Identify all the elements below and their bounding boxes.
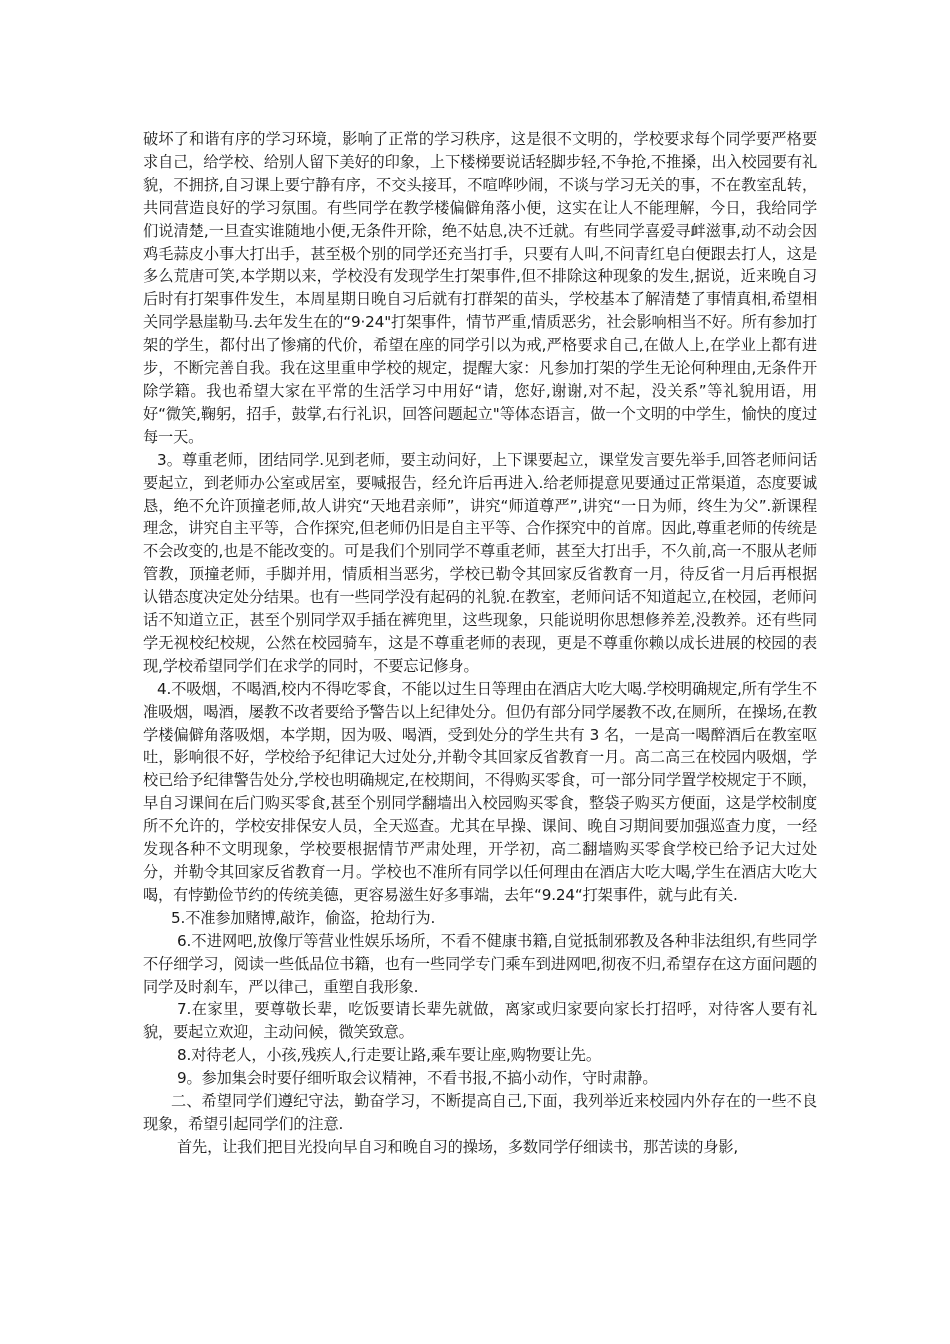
document-body (143, 128, 817, 1159)
paragraph-item-6: 6.不进网吧,放像厅等营业性娱乐场所，不看不健康书籍,自觉抵制邪教及各种非法组织,有些同学不仔细学习，阅读一些低品位书籍，也有一些同学专门乘车到进网吧,彻夜不归,希望存在这方面问题的同学及时刹车，严以律己，重塑自我形象. (143, 931, 817, 996)
paragraph-item-9: 9。参加集会时要仔细听取会议精神，不看书报,不搞小动作，守时肃静。 (177, 1069, 658, 1088)
paragraph-item-4: 4.不吸烟，不喝酒,校内不得吃零食，不能以过生日等理由在酒店大吃大喝.学校明确规定,所有学生不准吸烟，喝酒，屡教不改者要给予警告以上纪律处分。但仍有部分同学屡教不改,在厕所，在操场,在教学楼偏僻角落吸烟，本学期，因为吸、喝酒，受到处分的学生共有 3 名，一是高一喝醉酒后在教室呕吐，影响很不好，学校给予纪律记大过处分,并勒令其回家反省教育一月。高二高三在校园内吸烟，学校已给予纪律警告处分,学校也明确规定,在校期间，不得购买零食，可一部分同学置学校规定于不顾，早自习课间在后门购买零食,甚至个别同学翻墙出入校园购买零食，整袋子购买方便面，这是学校制度所不允许的，学校安排保安人员，全天巡查。尤其在早操、课间、晚自习期间要加强巡查力度，一经发现各种不文明现象，学校要根据情节严肃处理，开学初，高二翻墙购买零食学校已给予记大过处分，并勒令其回家反省教育一月。学校也不准所有同学以任何理由在酒店大吃大喝,学生在酒店大吃大喝，有悖勤俭节约的传统美德，更容易滋生好多事端，去年“9.24“打架事件，就与此有关. (143, 679, 817, 904)
paragraph-section-2: 二、希望同学们遵纪守法，勤奋学习，不断提高自己,下面，我列举近来校园内外存在的一些不良现象，希望引起同学们的注意. (143, 1092, 817, 1133)
paragraph-item-7: 7.在家里，要尊敬长辈，吃饭要请长辈先就做，离家或归家要向家长打招呼，对待客人要有礼貌，要起立欢迎，主动问候，微笑致意。 (143, 1000, 817, 1042)
paragraph-first: 首先，让我们把目光投向早自习和晚自习的操场，多数同学仔细读书，那苦读的身影, (177, 1137, 739, 1156)
paragraph-item-5: 5.不准参加赌博,敲诈，偷盗，抢劫行为. (171, 908, 436, 927)
paragraph-item-8: 8.对待老人，小孩,残疾人,行走要让路,乘车要让座,购物要让先。 (177, 1046, 601, 1065)
paragraph-item-3: 3。尊重老师，团结同学.见到老师，要主动问好，上下课要起立，课堂发言要先举手,回答老师问话要起立，到老师办公室或居室，要喊报告，经允许后再进入.给老师提意见要通过正常渠道，态度要诚恳，绝不允许顶撞老师,故人讲究“天地君亲师”，讲究“师道尊严”,讲究“一日为师，终生为父”.新课程理念，讲究自主平等，合作探究,但老师仍旧是自主平等、合作探究中的首席。因此,尊重老师的传统是不会改变的,也是不能改变的。可是我们个别同学不尊重老师，甚至大打出手，不久前,高一不服从老师管教，顶撞老师，手脚并用，情质相当恶劣，学校已勒令其回家反省教育一月，待反省一月后再根据认错态度决定处分结果。也有一些同学没有起码的礼貌.在教室，老师问话不知道起立,在校园，老师问话不知道立正，甚至个别同学双手插在裤兜里，这些现象，只能说明你思想修养差,没教养。还有些同学无视校纪校规，公然在校园骑车，这是不尊重老师的表现，更是不尊重你赖以成长进展的校园的表现,学校希望同学们在求学的同时，不要忘记修身。 (143, 450, 817, 675)
paragraph-1: 破坏了和谐有序的学习环境，影响了正常的学习秩序，这是很不文明的，学校要求每个同学要严格要求自己，给学校、给别人留下美好的印象，上下楼梯要说话轻脚步轻,不争抢,不推搡，出入校园要有礼貌，不拥挤,自习课上要宁静有序，不交头接耳，不喧哗吵闹，不谈与学习无关的事，不在教室乱转，共同营造良好的学习氛围。有些同学在教学楼偏僻角落小便，这实在让人不能理解，今日，我给同学们说清楚,一旦查实谁随地小便,无条件开除，绝不姑息,决不迁就。有些同学喜爱寻衅滋事,动不动会因鸡毛蒜皮小事大打出手，甚至极个别的同学还充当打手，只要有人叫,不问青红皂白便跟去打人，这是多么荒唐可笑,本学期以来，学校没有发现学生打架事件,但不排除这种现象的发生,据说，近来晚自习后时有打架事件发生，本周星期日晚自习后就有打群架的苗头，学校基本了解清楚了事情真相,希望相关同学悬崖勒马.去年发生在的“9·24"打架事件，情节严重,情质恶劣，社会影响相当不好。所有参加打架的学生，都付出了惨痛的代价，希望在座的同学引以为戒,严格要求自己,在做人上,在学业上都有进步，不断完善自我。我在这里重申学校的规定，提醒大家：凡参加打架的学生无论何种理由,无条件开除学籍。我也希望大家在平常的生活学习中用好“请，您好,谢谢,对不起，没关系”等礼貌用语，用好“微笑,鞠躬，招手，鼓掌,右行礼识，回答问题起立"等体态语言，做一个文明的中学生，愉快的度过每一天。 (143, 130, 817, 446)
